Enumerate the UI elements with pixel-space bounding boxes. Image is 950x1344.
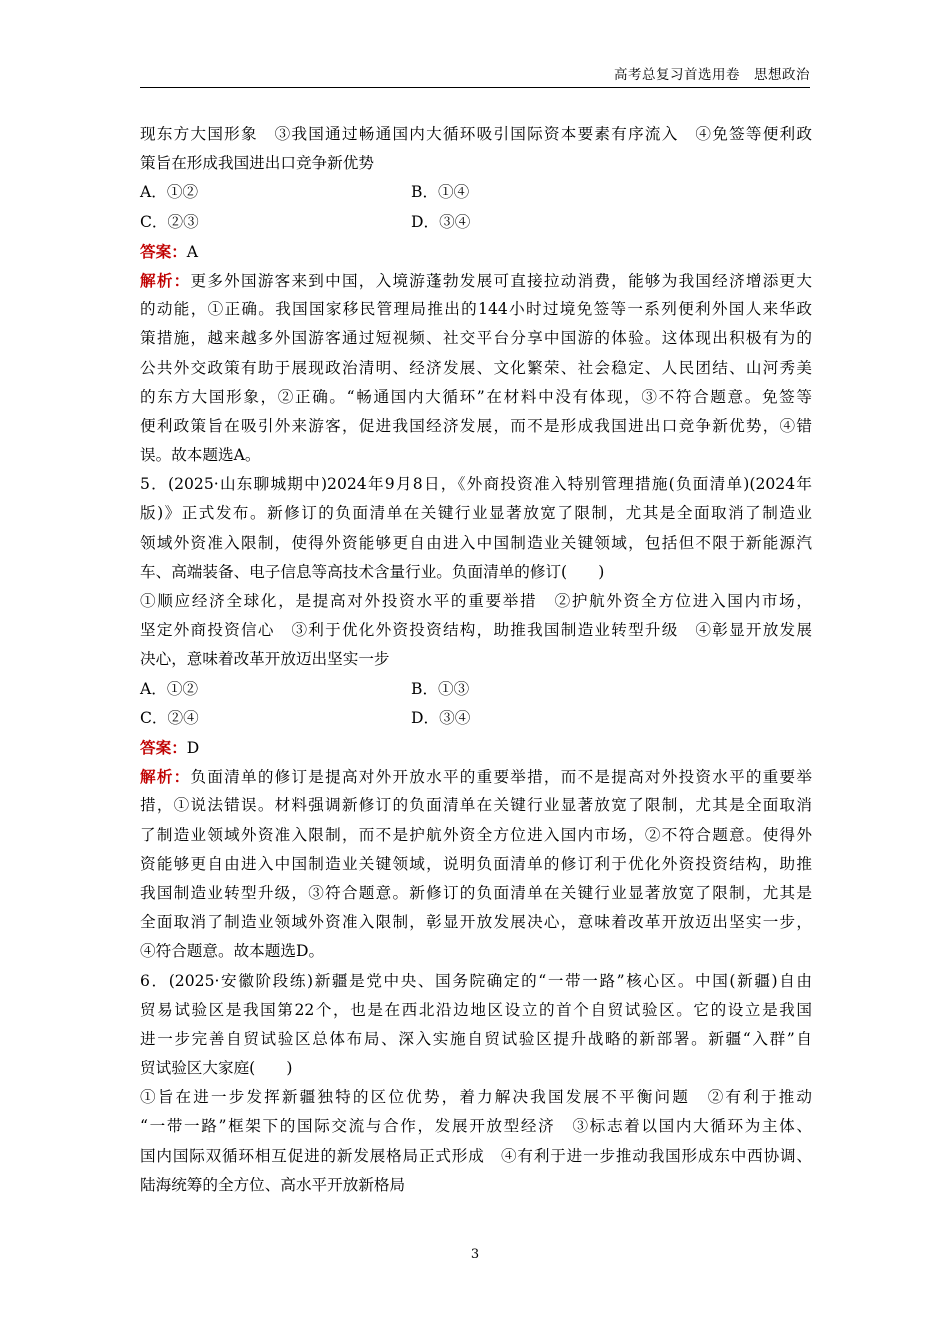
stem-line: 版)》正式发布。新修订的负面清单在关键行业显著放宽了限制，尤其是全面取消了制造业 bbox=[140, 504, 812, 523]
option-row bbox=[140, 178, 812, 207]
stem-line: 贸易试验区是我国第22个，也是在西北沿边地区设立的首个自贸试验区。它的设立是我国 bbox=[140, 1000, 812, 1019]
analysis-label: 解析： bbox=[140, 767, 191, 787]
analysis-text: 负面清单的修订是提高对外开放水平的重要举措，而不是提高对外投资水平的重要举 bbox=[190, 768, 812, 787]
option-c: C．②④ bbox=[140, 708, 199, 727]
choice-line: 决心，意味着改革开放迈出坚实一步 bbox=[140, 650, 390, 669]
choice-line: 国内国际双循环相互促进的新发展格局正式形成 ④有利于进一步推动我国形成东中西协调、 bbox=[140, 1146, 812, 1165]
option-a: A．①② bbox=[140, 183, 199, 202]
option-row bbox=[140, 704, 812, 733]
question-6 bbox=[140, 967, 812, 1201]
answer-line bbox=[140, 733, 812, 762]
stem-line: 进一步完善自贸试验区总体布局、深入实施自贸试验区提升战略的新部署。新疆“入群”自 bbox=[140, 1029, 812, 1048]
analysis-line: 策措施，越来越多外国游客通过短视频、社交平台分享中国游的体验。这体现出积极有为的 bbox=[140, 329, 812, 348]
analysis-line: ④符合题意。故本题选D。 bbox=[140, 942, 325, 961]
analysis-text: 更多外国游客来到中国，入境游蓬勃发展可直接拉动消费，能够为我国经济增添更大 bbox=[190, 271, 812, 290]
option-row bbox=[140, 208, 812, 237]
stem-line: 5．(2025·山东聊城期中)2024年9月8日，《外商投资准入特别管理措施(负面清单)(2024年 bbox=[140, 475, 812, 494]
choice-line: 现东方大国形象 ③我国通过畅通国内大循环吸引国际资本要素有序流入 ④免签等便利政 bbox=[140, 125, 812, 143]
choice-line: 坚定外商投资信心 ③利于优化外资投资结构，助推我国制造业转型升级 ④彰显开放发展 bbox=[140, 621, 812, 640]
analysis-line: 便利政策旨在吸引外来游客，促进我国经济发展，而不是形成我国进出口竞争新优势，④错 bbox=[140, 416, 812, 435]
stem-line: 领域外资准入限制，使得外资能够更自由进入中国制造业关键领域，包括但不限于新能源汽 bbox=[140, 533, 812, 552]
choice-line: 策旨在形成我国进出口竞争新优势 bbox=[140, 154, 374, 173]
analysis-line: 了制造业领域外资准入限制，而不是护航外资全方位进入国内市场，②不符合题意。使得外 bbox=[140, 825, 812, 844]
answer-label: 答案： bbox=[140, 241, 187, 261]
choice-line: 陆海统筹的全方位、高水平开放新格局 bbox=[140, 1175, 406, 1194]
answer-label: 答案： bbox=[140, 738, 187, 757]
option-d: D．③④ bbox=[411, 708, 471, 727]
stem-line: 6．(2025·安徽阶段练)新疆是党中央、国务院确定的“一带一路”核心区。中国(新疆)自由 bbox=[140, 971, 812, 990]
document-body bbox=[140, 120, 812, 1200]
analysis-line: 公共外交政策有助于展现政治清明、经济发展、文化繁荣、社会稳定、人民团结、山河秀美 bbox=[140, 358, 812, 377]
analysis-line bbox=[140, 762, 812, 791]
analysis-line: 措，①说法错误。材料强调新修订的负面清单在关键行业显著放宽了限制，尤其是全面取消 bbox=[140, 796, 812, 815]
analysis-line: 的东方大国形象，②正确。“畅通国内大循环”在材料中没有体现，③不符合题意。免签等 bbox=[140, 387, 812, 406]
page-header bbox=[140, 0, 810, 88]
option-b: B．①③ bbox=[411, 679, 470, 698]
analysis-line: 我国制造业转型升级，③符合题意。新修订的负面清单在关键行业显著放宽了限制，尤其是 bbox=[140, 883, 812, 902]
option-b: B．①④ bbox=[411, 183, 470, 202]
page-number: 3 bbox=[470, 1247, 480, 1262]
answer-value: D bbox=[186, 739, 200, 757]
question-4-tail bbox=[140, 120, 812, 470]
analysis-label: 解析： bbox=[140, 270, 191, 290]
answer-line bbox=[140, 237, 812, 266]
choice-line: ①顺应经济全球化，是提高对外投资水平的重要举措 ②护航外资全方位进入国内市场， bbox=[140, 592, 812, 611]
choice-line: “一带一路”框架下的国际交流与合作，发展开放型经济 ③标志着以国内大循环为主体、 bbox=[140, 1117, 812, 1136]
header-title: 高考总复习首选用卷 思想政治 bbox=[614, 67, 810, 83]
stem-line: 车、高端装备、电子信息等高技术含量行业。负面清单的修订( ) bbox=[140, 562, 605, 581]
analysis-line bbox=[140, 266, 812, 295]
question-5 bbox=[140, 470, 812, 966]
answer-value: A bbox=[186, 242, 199, 261]
option-c: C．②③ bbox=[140, 212, 199, 231]
option-a: A．①② bbox=[140, 679, 199, 698]
option-row bbox=[140, 675, 812, 704]
analysis-line: 的动能，①正确。我国国家移民管理局推出的144小时过境免签等一系列便利外国人来华政 bbox=[140, 300, 812, 319]
analysis-line: 误。故本题选A。 bbox=[140, 446, 261, 465]
choice-line: ①旨在进一步发挥新疆独特的区位优势，着力解决我国发展不平衡问题 ②有利于推动 bbox=[140, 1088, 812, 1107]
analysis-line: 全面取消了制造业领域外资准入限制，彰显开放发展决心，意味着改革开放迈出坚实一步， bbox=[140, 913, 812, 932]
option-d: D．③④ bbox=[411, 212, 471, 231]
stem-line: 贸试验区大家庭( ) bbox=[140, 1059, 293, 1078]
analysis-line: 资能够更自由进入中国制造业关键领域，说明负面清单的修订利于优化外资投资结构，助推 bbox=[140, 854, 812, 873]
